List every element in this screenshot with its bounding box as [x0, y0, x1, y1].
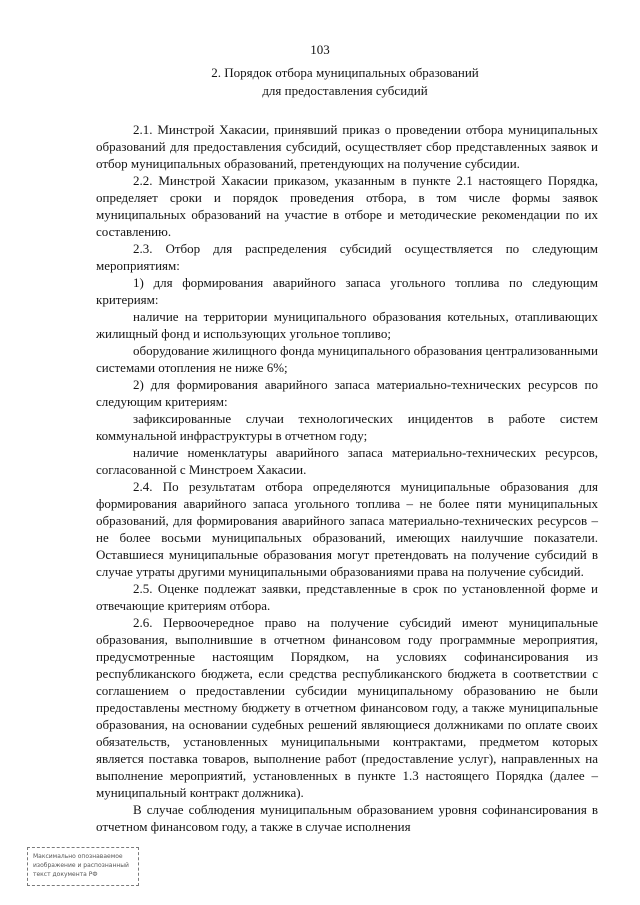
paragraph-item-2: 2) для формирования аварийного запаса материально-технических ресурсов по следующим критериям:: [96, 377, 598, 409]
stamp-line-1: Максимально опознаваемое: [33, 853, 123, 860]
heading-line-2: для предоставления субсидий: [262, 83, 428, 98]
paragraph-2-3: 2.3. Отбор для распределения субсидий осуществляется по следующим мероприятиям:: [96, 241, 598, 273]
paragraph-2-2: 2.2. Минстрой Хакасии приказом, указанным в пункте 2.1 настоящего Порядка, определяет сроки и порядок проведения отбора, в том числе формы заявок муниципальных образований на участие в отборе и методические рекомендации по их составлению.: [96, 173, 598, 239]
paragraph-2-1: 2.1. Минстрой Хакасии, принявший приказ о проведении отбора муниципальных образований для предоставления субсидий, осуществляет сбор представленных заявок и отбор муниципальных образований, претендующих на получение субсидии.: [96, 122, 598, 171]
paragraph-criterion-4: наличие номенклатуры аварийного запаса материально-технических ресурсов, согласованной с Минстроем Хакасии.: [96, 445, 598, 477]
paragraph-criterion-2: оборудование жилищного фонда муниципального образования централизованными системами отопления не ниже 6%;: [96, 343, 598, 375]
paragraph-continuation: В случае соблюдения муниципальным образованием уровня софинансирования в отчетном финансовом году, а также в случае исполнения: [96, 802, 598, 834]
stamp-line-3: текст документа РФ: [33, 871, 98, 878]
paragraph-criterion-1: наличие на территории муниципального образования котельных, отапливающих жилищный фонд и использующих угольное топливо;: [96, 309, 598, 341]
page-number: 103: [310, 42, 330, 57]
paragraph-criterion-3: зафиксированные случаи технологических инцидентов в работе систем коммунальной инфраструктуры в отчетном году;: [96, 411, 598, 443]
document-body: [96, 121, 598, 835]
paragraph-2-4: 2.4. По результатам отбора определяются муниципальные образования для формирования аварийного запаса угольного топлива – не более пяти муниципальных образований, для формирования аварийного запаса материально-технических ресурсов – не более восьми муниципальных образований, имеющих наилучшие показатели. Оставшиеся муниципальные образования могут претендовать на получение субсидий в случае утраты другими муниципальными образованиями права на получение субсидий.: [96, 479, 598, 579]
paragraph-item-1: 1) для формирования аварийного запаса угольного топлива по следующим критериям:: [96, 275, 598, 307]
section-heading: [150, 64, 540, 100]
stamp-line-2: изображение и распознанный: [33, 862, 129, 869]
paragraph-2-6: 2.6. Первоочередное право на получение субсидий имеют муниципальные образования, выполнившие в отчетном финансовом году программные мероприятия, предусмотренные настоящим Порядком, на условиях софинансирования из республиканского бюджета, если средства республиканского бюджета в соответствии с соглашением о предоставлении субсидии муниципальному образованию не были предоставлены местному бюджету в отчетном финансовом году, а также муниципальные образования, на основании судебных решений являющиеся должниками по оплате своих обязательств, установленных муниципальными контрактами, предметом которых является поставка товаров, выполнение работ (предоставление услуг), направленных на выполнение мероприятий, установленных в пункте 1.3 настоящего Порядка (далее – муниципальный контракт должника).: [96, 615, 598, 800]
scan-stamp: [27, 847, 139, 886]
paragraph-2-5: 2.5. Оценке подлежат заявки, представленные в срок по установленной форме и отвечающие критериям отбора.: [96, 581, 598, 613]
heading-line-1: 2. Порядок отбора муниципальных образований: [211, 65, 479, 80]
